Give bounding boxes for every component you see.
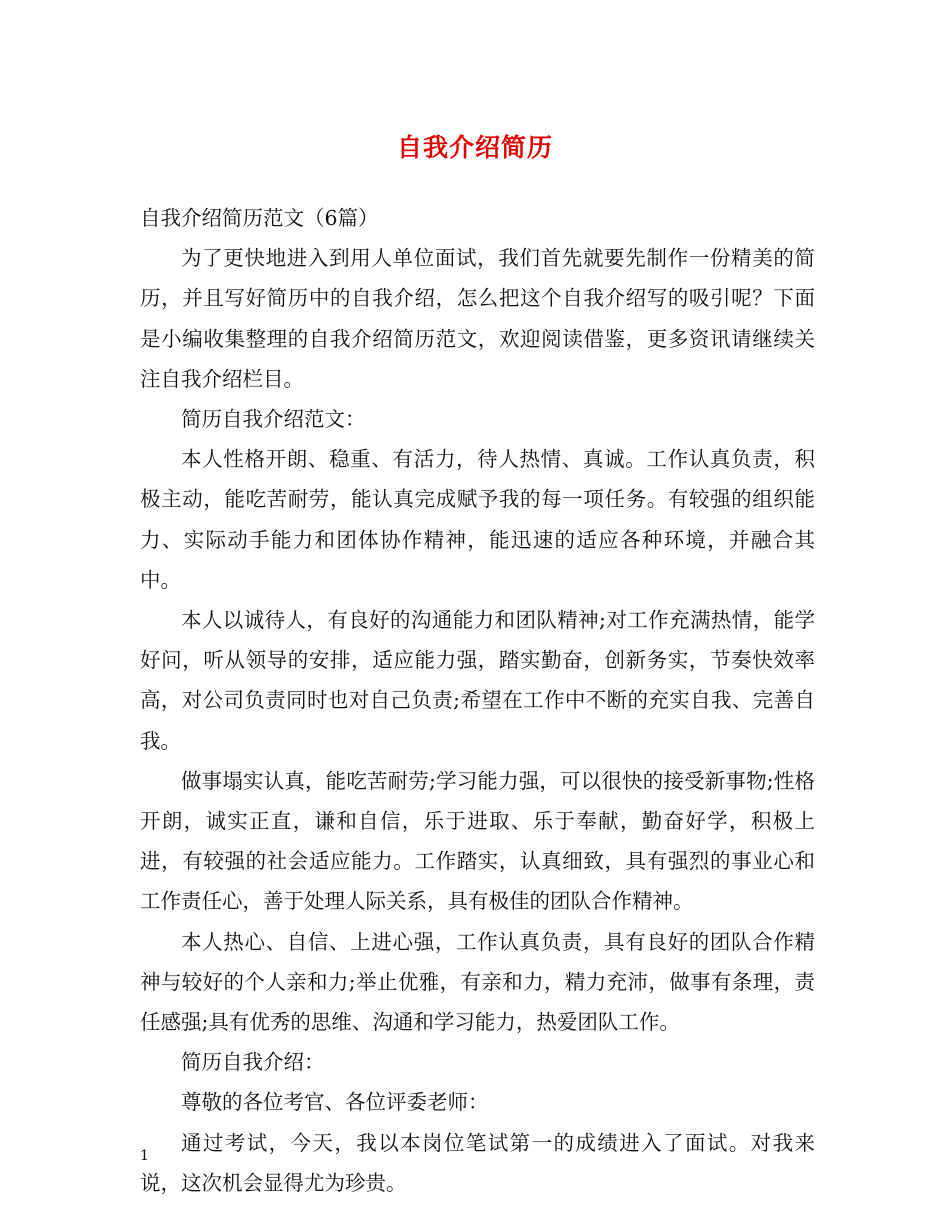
- paragraph-greeting: 尊敬的各位考官、各位评委老师：: [181, 1090, 489, 1115]
- document-body: [140, 198, 815, 1203]
- section-heading-intro: 简历自我介绍：: [181, 1050, 325, 1075]
- paragraph-personality: 本人性格开朗、稳重、有活力，待人热情、真诚。工作认真负责，积极主动，能吃苦耐劳，能认真完成赋予我的每一项任务。有较强的组织能力、实际动手能力和团体协作精神，能迅速的适应各种环境，并融合其中。: [140, 447, 815, 592]
- paragraph-diligence: 做事塌实认真，能吃苦耐劳;学习能力强，可以很快的接受新事物;性格开朗，诚实正直，谦和自信，乐于进取、乐于奉献，勤奋好学，积极上进，有较强的社会适应能力。工作踏实，认真细致，具有强烈的事业心和工作责任心，善于处理人际关系，具有极佳的团队合作精神。: [140, 768, 815, 914]
- paragraph-intro: 为了更快地进入到用人单位面试，我们首先就要先制作一份精美的简历，并且写好简历中的自我介绍，怎么把这个自我介绍写的吸引呢？下面是小编收集整理的自我介绍简历范文，欢迎阅读借鉴，更多资讯请继续关注自我介绍栏目。: [140, 246, 815, 391]
- section-heading-sample: 简历自我介绍范文：: [181, 407, 366, 432]
- page-number: 1: [140, 1148, 149, 1164]
- page-title: 自我介绍简历: [396, 133, 553, 162]
- paragraph-enthusiasm: 本人热心、自信、上进心强，工作认真负责，具有良好的团队合作精神与较好的个人亲和力;举止优雅，有亲和力，精力充沛，做事有条理，责任感强;具有优秀的思维、沟通和学习能力，热爱团队工作。: [140, 929, 815, 1035]
- paragraph-exam: 通过考试，今天，我以本岗位笔试第一的成绩进入了面试。对我来说，这次机会显得尤为珍贵。: [140, 1130, 815, 1195]
- paragraph-integrity: 本人以诚待人，有良好的沟通能力和团队精神;对工作充满热情，能学好问，听从领导的安排，适应能力强，踏实勤奋，创新务实，节奏快效率高，对公司负责同时也对自己负责;希望在工作中不断的充实自我、完善自我。: [140, 608, 815, 753]
- document-subtitle: 自我介绍简历范文（6篇）: [140, 206, 379, 230]
